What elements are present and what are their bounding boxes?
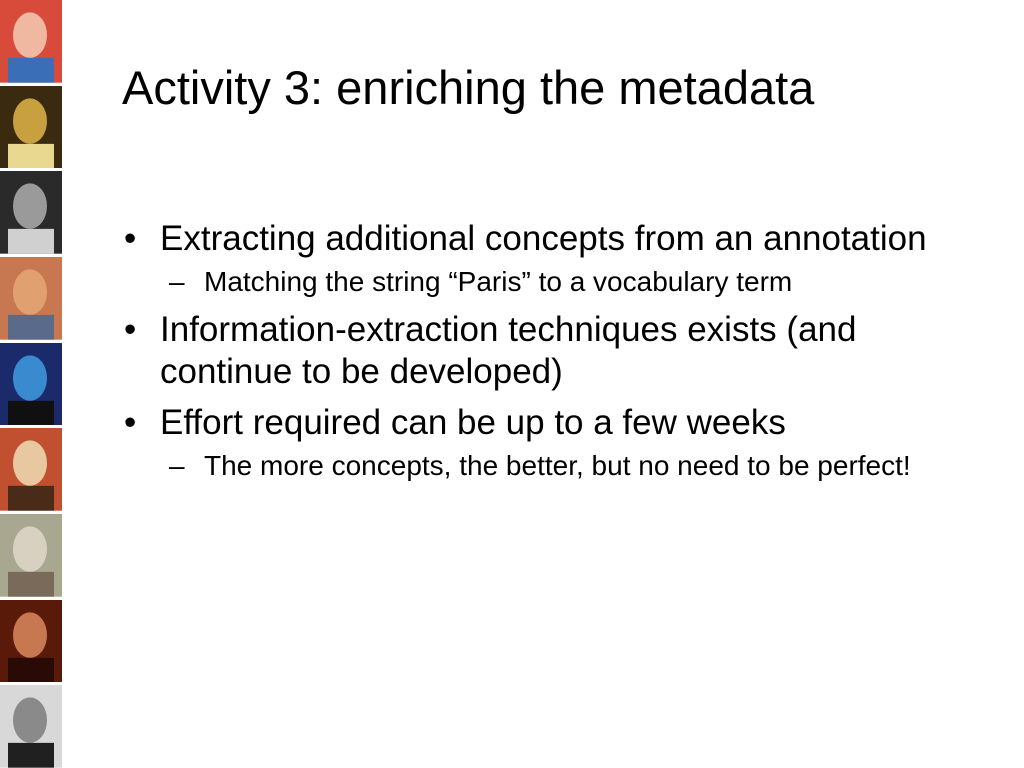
sub-bullet-marker: – [169,266,185,297]
bullet-text: Effort required can be up to a few weeks [160,403,786,442]
sub-bullet-item [122,448,992,484]
artwork-thumbnail-strip [0,0,62,768]
bearded-man-photo [0,685,62,768]
woman-reading-painting [0,514,62,597]
sub-bullet-marker: – [169,450,185,481]
bullet-item [122,218,992,260]
cubist-faces-artwork [0,86,62,169]
bullet-item [122,309,992,393]
sub-bullet-item [122,264,992,300]
sub-bullet-text: The more concepts, the better, but no need to be perfect! [204,450,911,481]
slide-title: Activity 3: enriching the metadata [122,61,815,114]
blue-portrait-artwork [0,343,62,426]
portrait-red-blue-artwork [0,0,62,83]
slide-bullet-list [122,218,992,484]
bullet-marker: • [124,310,137,349]
reclining-figure-painting [0,600,62,683]
demoiselles-painting [0,257,62,340]
opera-poster-artwork [0,428,62,511]
bullet-text: Information-extraction techniques exists (and continue to be developed) [160,310,857,391]
sub-bullet-text: Matching the string “Paris” to a vocabulary term [204,266,793,297]
bullet-marker: • [124,403,137,442]
seated-statue-photo [0,171,62,254]
bullet-item [122,402,992,444]
bullet-marker: • [124,219,137,258]
bullet-text: Extracting additional concepts from an annotation [160,219,927,258]
